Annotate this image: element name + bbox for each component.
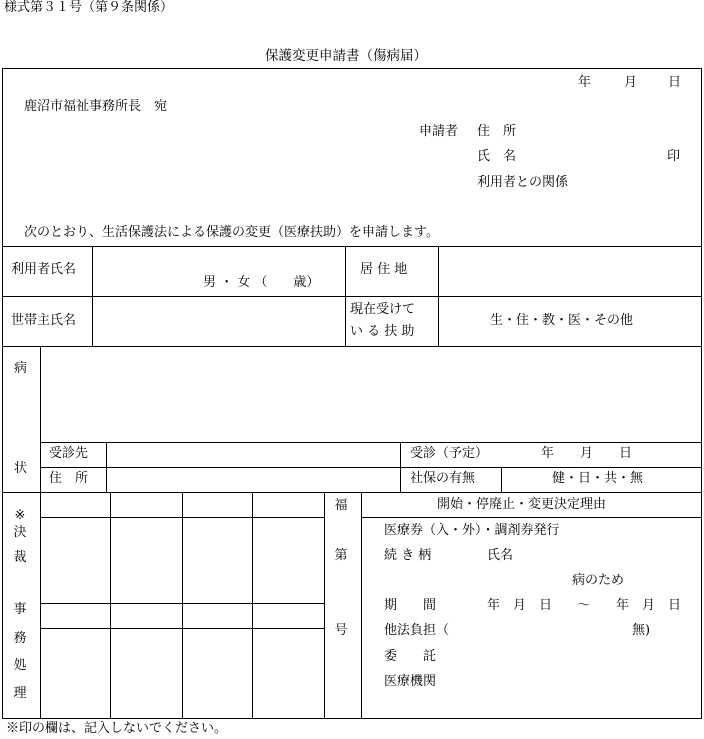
- ticket-line: 医療券（入・外）・調剤券発行: [384, 523, 560, 538]
- welfare-label-2: 号: [334, 623, 348, 638]
- relation-line: 続 き 柄: [384, 548, 432, 563]
- user-name-label: 利用者氏名: [11, 262, 77, 277]
- current-aid-label: 現在受けて: [350, 302, 416, 317]
- office-label-0: ※: [14, 508, 26, 523]
- divider: [40, 492, 41, 719]
- divider: [2, 246, 702, 247]
- clinic-label: 受診先: [49, 446, 89, 461]
- form-frame: [2, 68, 702, 719]
- divider: [2, 492, 702, 493]
- other-law-end: 無): [632, 623, 651, 638]
- divider: [92, 246, 93, 346]
- divider: [40, 603, 324, 604]
- divider: [2, 346, 702, 347]
- office-label-7: 理: [13, 686, 27, 701]
- period-sep: ～: [577, 598, 591, 613]
- gender-age: 男 ・ 女 （ 歳）: [203, 275, 320, 290]
- date-month: 月: [624, 75, 638, 90]
- period-label: 期 間: [384, 598, 437, 613]
- divider: [40, 346, 41, 492]
- name-line: 氏名: [487, 548, 514, 563]
- office-label-5: 務: [13, 631, 27, 646]
- current-aid-label-2: い る 扶 助: [350, 324, 415, 339]
- visit-label: 受診（予定）: [410, 446, 489, 461]
- date-day: 日: [668, 75, 682, 90]
- divider: [40, 442, 702, 443]
- divider: [40, 467, 702, 468]
- form-title: 保護変更申請書（傷病届）: [265, 48, 427, 64]
- aid-options: 生・住・教・医・その他: [490, 313, 634, 328]
- form-number: 様式第３１号（第９条関係）: [4, 0, 174, 15]
- office-label-6: 処: [13, 658, 27, 673]
- divider: [361, 517, 702, 518]
- reason-header: 開始・停廃止・変更決定理由: [437, 497, 607, 512]
- illness-label-top: 病: [14, 361, 28, 376]
- residence-label: 居 住 地: [360, 262, 408, 277]
- welfare-label-0: 福: [334, 498, 348, 513]
- institution-line: 医療機関: [384, 674, 437, 689]
- divider: [40, 517, 324, 518]
- office-label-2: 裁: [13, 550, 27, 565]
- relation-label: 利用者との関係: [477, 175, 569, 190]
- applicant-address-label: 住 所: [477, 124, 517, 139]
- other-law-line: 他法負担（: [384, 623, 450, 638]
- divider: [324, 492, 325, 719]
- welfare-label-1: 第: [334, 548, 348, 563]
- divider: [345, 246, 346, 346]
- statement: 次のとおり、生活保護法による保護の変更（医療扶助）を申請します。: [24, 225, 439, 240]
- period-from: 年 月 日: [487, 598, 553, 613]
- divider: [182, 492, 183, 719]
- household-head-label: 世帯主氏名: [11, 313, 77, 328]
- divider: [40, 628, 324, 629]
- date-year: 年: [578, 75, 592, 90]
- divider: [252, 492, 253, 719]
- clinic-address-label: 住 所: [49, 471, 89, 486]
- applicant-label: 申請者: [419, 124, 459, 139]
- addressee: 鹿沼市福祉事務所長 宛: [24, 99, 168, 114]
- visit-date: 年 月 日: [541, 446, 633, 461]
- seal-mark: 印: [667, 149, 681, 164]
- period-to: 年 月 日: [616, 598, 682, 613]
- illness-label-bottom: 状: [14, 461, 28, 476]
- divider: [501, 467, 502, 492]
- applicant-name-label: 氏 名: [477, 149, 517, 164]
- divider: [106, 442, 107, 492]
- insurance-options: 健・日・共・無: [552, 471, 644, 486]
- office-label-4: 事: [13, 602, 27, 617]
- illness-line: 病のため: [572, 573, 625, 588]
- divider: [110, 492, 111, 719]
- footnote: ※印の欄は、記入しないでください。: [6, 721, 228, 736]
- insurance-label: 社保の有無: [410, 471, 476, 486]
- commission-line: 委 託: [384, 649, 437, 664]
- office-label-1: 決: [13, 525, 27, 540]
- divider: [400, 442, 401, 492]
- divider: [2, 296, 702, 297]
- divider: [438, 246, 439, 346]
- divider: [361, 492, 362, 719]
